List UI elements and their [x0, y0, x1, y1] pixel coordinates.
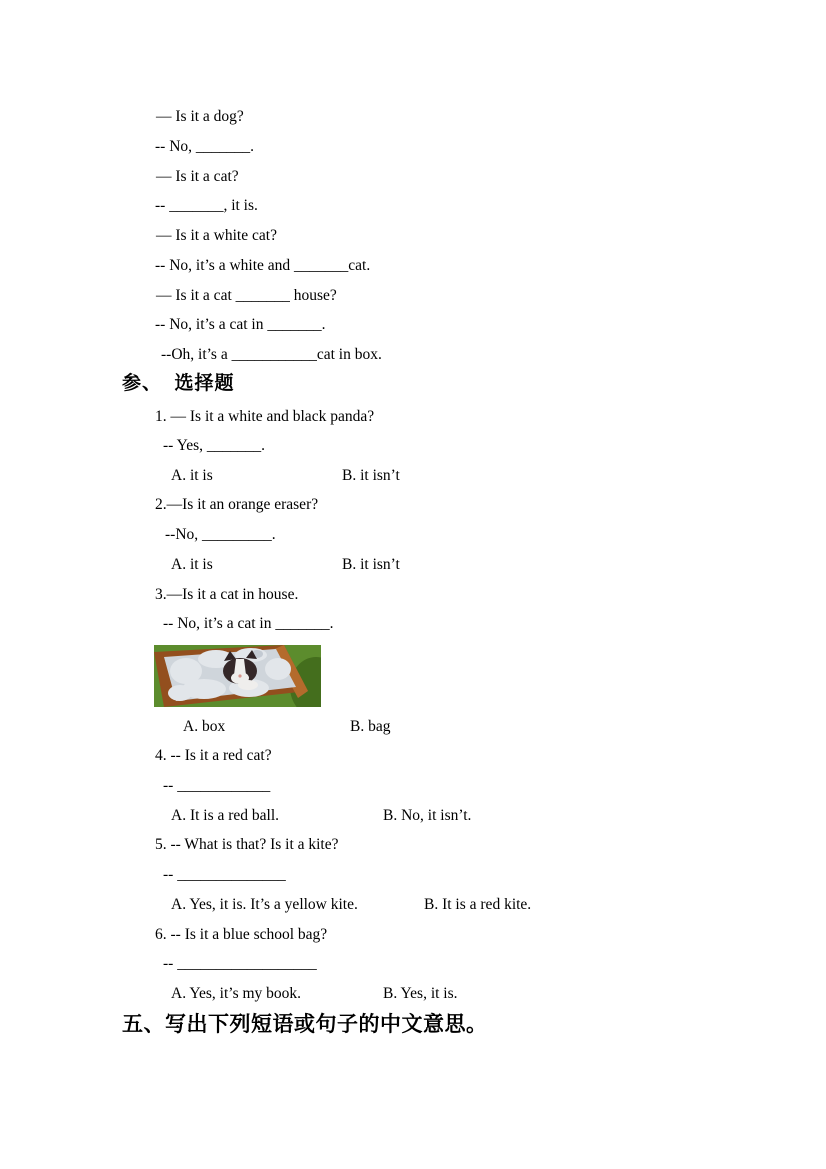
option-b: B. Yes, it is. — [383, 985, 458, 1002]
blanket — [168, 685, 192, 701]
dialogue-line: -- No, _______. — [155, 138, 255, 155]
option-a: A. it is — [171, 556, 213, 573]
option-a: A. Yes, it’s my book. — [171, 985, 302, 1002]
dialogue-line: — Is it a white cat? — [156, 227, 277, 244]
option-b: B. It is a red kite. — [424, 896, 532, 913]
dialogue-line: -- _______, it is. — [155, 197, 258, 214]
cat-nose — [238, 674, 241, 677]
answer-blank: -- ____________ — [163, 777, 271, 794]
cat-chest — [238, 680, 258, 690]
dialogue-line: -- No, it’s a white and _______cat. — [155, 257, 371, 274]
answer-blank: --No, _________. — [165, 526, 276, 543]
question-prompt: 4. -- Is it a red cat? — [155, 747, 272, 764]
answer-blank: -- __________________ — [163, 955, 317, 972]
section-heading-translate: 五、写出下列短语或句子的中文意思。 — [122, 1013, 488, 1036]
option-b: B. it isn’t — [342, 467, 400, 484]
options-row — [0, 984, 826, 1004]
option-a: A. box — [183, 718, 226, 735]
question-prompt: 6. -- Is it a blue school bag? — [155, 926, 328, 943]
options-row — [0, 466, 826, 486]
options-row — [0, 555, 826, 575]
option-a: A. Yes, it is. It’s a yellow kite. — [171, 896, 358, 913]
option-b: B. bag — [350, 718, 391, 735]
section-heading-choice: 参、 选择题 — [122, 373, 235, 394]
options-row — [0, 806, 826, 826]
cat-in-box-photo — [154, 645, 321, 707]
option-b: B. No, it isn’t. — [383, 807, 472, 824]
option-b: B. it isn’t — [342, 556, 400, 573]
question-prompt: 3.—Is it a cat in house. — [155, 586, 299, 603]
dialogue-line: — Is it a cat _______ house? — [156, 287, 337, 304]
dialogue-line: — Is it a dog? — [156, 108, 244, 125]
question-prompt: 5. -- What is that? Is it a kite? — [155, 836, 339, 853]
question-prompt: 1. — Is it a white and black panda? — [155, 408, 375, 425]
options-row — [0, 895, 826, 915]
dialogue-line: -- No, it’s a cat in _______. — [155, 316, 326, 333]
question-prompt: 2.—Is it an orange eraser? — [155, 496, 319, 513]
answer-blank: -- ______________ — [163, 866, 286, 883]
dialogue-line: — Is it a cat? — [156, 168, 239, 185]
answer-blank: -- Yes, _______. — [163, 437, 266, 454]
option-a: A. It is a red ball. — [171, 807, 280, 824]
options-row — [0, 717, 826, 737]
blanket — [265, 658, 291, 680]
dialogue-line: --Oh, it’s a ___________cat in box. — [161, 346, 382, 363]
option-a: A. it is — [171, 467, 213, 484]
answer-blank: -- No, it’s a cat in _______. — [163, 615, 334, 632]
